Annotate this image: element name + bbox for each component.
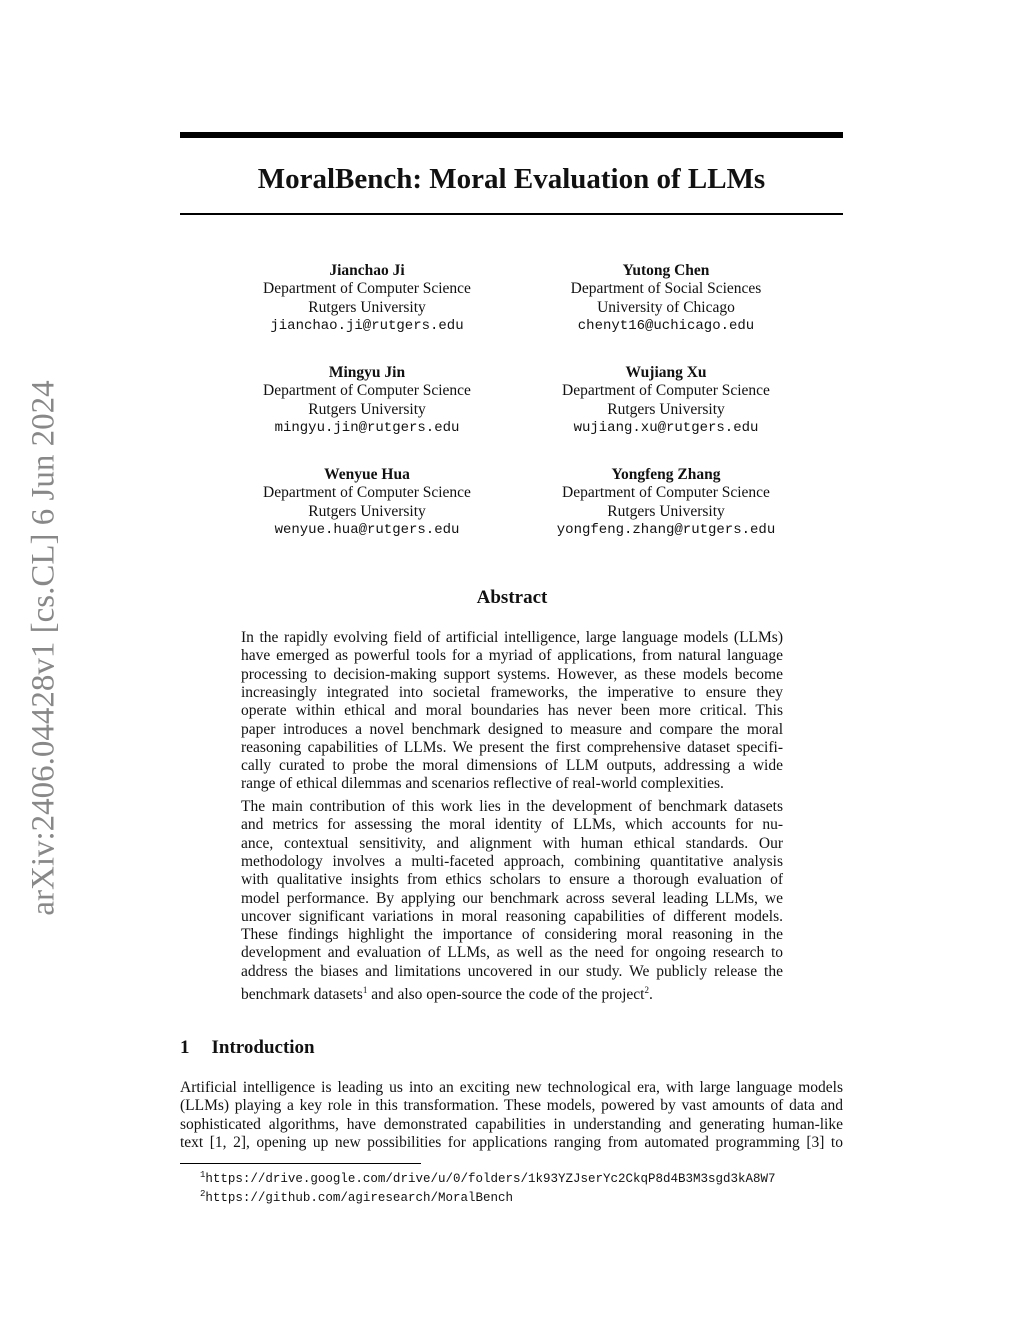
abstract-line: reasoning capabilities of LLMs. We present the first comprehensive dataset specifi- [241, 738, 783, 756]
author-email[interactable]: wujiang.xu@rutgers.edu [573, 419, 759, 436]
abstract-line: The main contribution of this work lies in the development of benchmark datasets [241, 798, 783, 815]
abstract-line: paper introduces a novel benchmark designed to measure and compare the moral [241, 720, 783, 738]
author-email[interactable]: wenyue.hua@rutgers.edu [274, 521, 460, 538]
intro-line: text [1, 2], opening up new possibilities for applications ranging from automated programming [3] to [180, 1133, 843, 1151]
abstract-line: uncover significant variations in moral reasoning capabilities of different models. [241, 907, 783, 925]
author-department: Department of Computer Science [562, 382, 770, 400]
abstract-heading: Abstract [476, 587, 548, 608]
author-department: Department of Computer Science [263, 382, 471, 400]
author-department: Department of Computer Science [263, 280, 471, 298]
abstract-line: model performance. By applying our benchmark across several leading LLMs, we [241, 889, 783, 907]
author-university: Rutgers University [607, 502, 725, 520]
author-name: Jianchao Ji [329, 262, 405, 279]
author-email[interactable]: yongfeng.zhang@rutgers.edu [556, 521, 776, 538]
title-rule [180, 213, 843, 215]
abstract-line: have emerged as powerful tools for a myriad of applications, from natural language [241, 647, 783, 665]
abstract-line: These findings highlight the importance of considering moral reasoning in the [241, 926, 783, 944]
abstract-line: address the biases and limitations uncovered in our study. We publicly release the [241, 962, 783, 980]
author-name: Yutong Chen [622, 262, 710, 279]
author-block [217, 364, 517, 437]
footnote-2[interactable]: $^2$https://github.com/agiresearch/MoralBench [200, 1189, 513, 1206]
author-department: Department of Computer Science [562, 484, 770, 502]
author-block [516, 364, 816, 437]
author-block [516, 262, 816, 335]
author-department: Department of Computer Science [263, 484, 471, 502]
author-university: University of Chicago [597, 298, 735, 316]
author-department: Department of Social Sciences [570, 280, 762, 298]
author-block [217, 262, 517, 335]
intro-line: sophisticated algorithms, have demonstrated capabilities in understanding and generating human-like [180, 1115, 843, 1133]
author-university: Rutgers University [607, 400, 725, 418]
footnote-rule [180, 1163, 421, 1164]
abstract-line: ance, contextual sensitivity, and alignment with human ethical standards. Our [241, 834, 783, 852]
intro-heading: 1 Introduction [180, 1037, 315, 1058]
author-name: Wujiang Xu [625, 364, 707, 381]
author-name: Wenyue Hua [324, 466, 410, 483]
footnote-1[interactable]: $^1$https://drive.google.com/drive/u/0/folders/1k93YZJserYc2CkqP8d4B3M3sgd3kA8W7 [200, 1170, 776, 1187]
abstract-line: cally curated to probe the moral dimensions of LLM outputs, addressing a wide [241, 757, 783, 775]
intro-line: Artificial intelligence is leading us into an exciting new technological era, with large language models [180, 1079, 843, 1096]
author-name: Yongfeng Zhang [611, 466, 721, 483]
author-email[interactable]: jianchao.ji@rutgers.edu [270, 317, 464, 334]
abstract-line: development and evaluation of LLMs, as well as the need for ongoing research to [241, 944, 783, 962]
abstract-line: and metrics for assessing the moral identity of LLMs, which accounts for nu- [241, 816, 783, 834]
abstract-line: with qualitative insights from ethics scholars to ensure a thorough evaluation of [241, 871, 783, 889]
top-rule [180, 132, 843, 138]
intro-line: (LLMs) playing a key role in this transformation. These models, powered by vast amounts of data and [180, 1097, 843, 1115]
author-university: Rutgers University [308, 502, 426, 520]
author-name: Mingyu Jin [328, 364, 406, 381]
abstract-line: operate within ethical and moral boundaries has never been more critical. This [241, 702, 783, 720]
abstract-last-line: benchmark datasets$^1$ and also open-source the code of the project$^2$. [241, 985, 653, 1004]
abstract-line: processing to decision-making support systems. However, as these models become [241, 665, 783, 683]
author-block [217, 466, 517, 539]
arxiv-watermark: arXiv:2406.04428v1 [cs.CL] 6 Jun 2024 [25, 380, 62, 916]
abstract-line: range of ethical dilemmas and scenarios reflective of real-world complexities. [241, 775, 724, 793]
author-block [516, 466, 816, 539]
author-university: Rutgers University [308, 298, 426, 316]
author-email[interactable]: mingyu.jin@rutgers.edu [274, 419, 460, 436]
abstract-line: In the rapidly evolving field of artificial intelligence, large language models (LLMs) [241, 629, 783, 646]
author-email[interactable]: chenyt16@uchicago.edu [577, 317, 755, 334]
paper-title: MoralBench: Moral Evaluation of LLMs [257, 163, 766, 195]
abstract-line: methodology involves a multi-faceted approach, combining quantitative analysis [241, 852, 783, 870]
abstract-line: increasingly integrated into societal frameworks, the imperative to ensure they [241, 683, 783, 701]
author-university: Rutgers University [308, 400, 426, 418]
